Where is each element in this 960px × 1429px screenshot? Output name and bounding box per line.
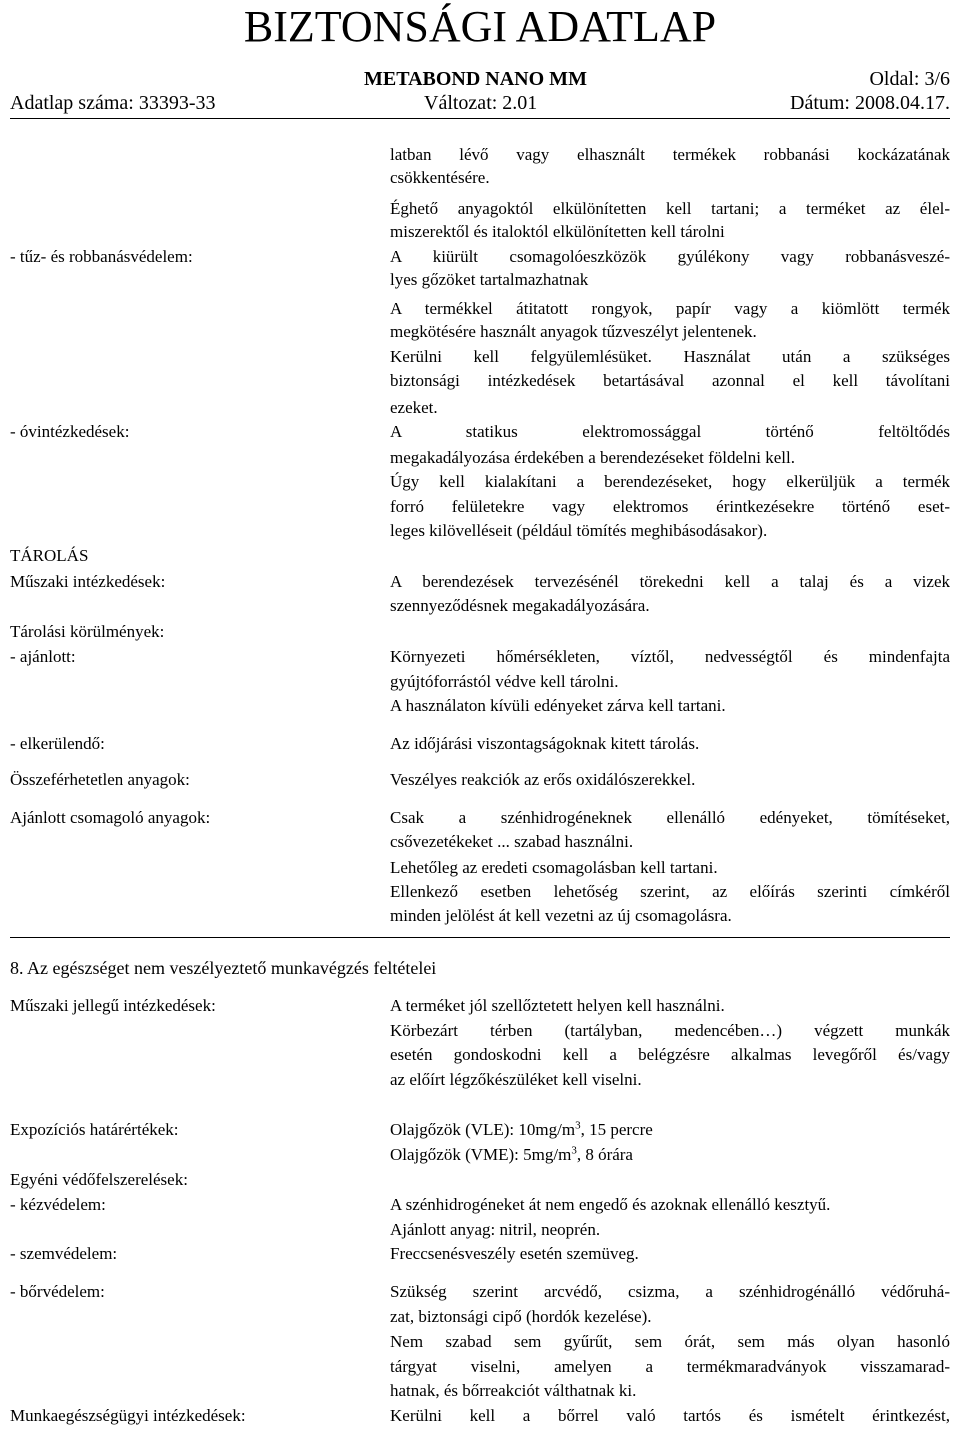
body-line: A kiürült csomagolóeszközök gyúlékony vagy robbanásveszé- <box>390 247 950 266</box>
field-label: Munkaegészségügyi intézkedések: <box>10 1406 246 1425</box>
body-line: Körbezárt térben (tartályban, medencében…) végzett munkák <box>390 1021 950 1040</box>
field-label: Műszaki jellegű intézkedések: <box>10 996 216 1015</box>
body-line: A berendezések tervezésénél törekedni kell a talaj és a vizek <box>390 572 950 591</box>
body-line: zat, biztonsági cipő (hordók kezelése). <box>390 1307 652 1326</box>
body-line: A statikus elektromossággal történő feltöltődés <box>390 422 950 441</box>
body-line: szennyeződésnek megakadályozására. <box>390 596 650 615</box>
body-line: A szénhidrogéneket át nem engedő és azoknak ellenálló kesztyű. <box>390 1195 831 1214</box>
exposure-limit-vle: Olajgőzök (VLE): $10mg/m^3$, 15 percre <box>390 1119 653 1139</box>
body-line: gyújtóforrástól védve kell tárolni. <box>390 672 619 691</box>
body-line: miszerektől és italoktól elkülönítetten kell tárolni <box>390 222 725 241</box>
field-label: - elkerülendő: <box>10 734 105 753</box>
body-line: latban lévő vagy elhasznált termékek robbanási kockázatának <box>390 145 950 164</box>
body-line: Csak a szénhidrogéneknek ellenálló edényeket, tömítéseket, <box>390 808 950 827</box>
section-8-title: 8. Az egészséget nem veszélyeztető munkavégzés feltételei <box>10 958 437 978</box>
exposure-limit-vme: Olajgőzök (VME): $5mg/m^3$, 8 órára <box>390 1144 633 1164</box>
body-line: esetén gondoskodni kell a belégzésre alkalmas levegőről és/vagy <box>390 1045 950 1064</box>
body-line: Szükség szerint arcvédő, csizma, a szénhidrogénálló védőruhá- <box>390 1282 950 1301</box>
body-line: tárgyat viselni, amelyen a termékmaradványok visszamarad- <box>390 1357 950 1376</box>
field-label: - szemvédelem: <box>10 1244 118 1263</box>
body-line: leges kilövelléseit (például tömítés meghibásodásakor). <box>390 521 768 540</box>
body-line: Környezeti hőmérsékleten, víztől, nedvességtől és mindenfajta <box>390 647 950 666</box>
field-label: - kézvédelem: <box>10 1195 106 1214</box>
body-line: Veszélyes reakciók az erős oxidálószerekkel. <box>390 770 696 789</box>
section-heading: TÁROLÁS <box>10 546 89 565</box>
body-line: Lehetőleg az eredeti csomagolásban kell tartani. <box>390 858 718 877</box>
body-line: Kerülni kell felgyülemlésüket. Használat után a szükséges <box>390 347 950 366</box>
field-label: Ajánlott csomagoló anyagok: <box>10 808 211 827</box>
body-line: forró felületekre vagy elektromos érintkezésekre történő eset- <box>390 497 950 516</box>
field-label: - tűz- és robbanásvédelem: <box>10 247 193 266</box>
product-name: METABOND NANO MM <box>364 68 587 90</box>
body-line: az előírt légzőkészüléket kell viselni. <box>390 1070 642 1089</box>
body-line: hatnak, és bőrreakciót válthatnak ki. <box>390 1381 637 1400</box>
sheet-number: Adatlap száma: 33393-33 <box>10 92 216 114</box>
date: Dátum: 2008.04.17. <box>790 92 950 114</box>
body-line: A használaton kívüli edényeket zárva kell tartani. <box>390 696 726 715</box>
body-line: Freccsenésveszély esetén szemüveg. <box>390 1244 639 1263</box>
field-label: - bőrvédelem: <box>10 1282 105 1301</box>
body-line: ezeket. <box>390 398 438 417</box>
body-line: A termékkel átitatott rongyok, papír vagy a kiömlött termék <box>390 299 950 318</box>
field-label: Összeférhetetlen anyagok: <box>10 770 190 789</box>
field-label: - ajánlott: <box>10 647 76 666</box>
body-line: megkötésére használt anyagok tűzveszélyt jelentenek. <box>390 322 757 341</box>
body-line: Kerülni kell a bőrrel való tartós és ismételt érintkezést, <box>390 1406 950 1425</box>
document-title: BIZTONSÁGI ADATLAP <box>243 2 717 51</box>
body-line: Ellenkező esetben lehetőség szerint, az előírás szerinti címkéről <box>390 882 950 901</box>
body-line: Éghető anyagoktól elkülönítetten kell tartani; a terméket az élel- <box>390 199 950 218</box>
section-rule <box>10 937 950 938</box>
body-line: A terméket jól szellőztetett helyen kell használni. <box>390 996 725 1015</box>
field-label: - óvintézkedések: <box>10 422 130 441</box>
header-rule <box>10 118 950 119</box>
field-label: Tárolási körülmények: <box>10 622 165 641</box>
page-number: Oldal: 3/6 <box>869 68 950 90</box>
body-line: biztonsági intézkedések betartásával azonnal el kell távolítani <box>390 371 950 390</box>
body-line: csökkentésére. <box>390 168 490 187</box>
body-line: csővezetékeket ... szabad használni. <box>390 832 634 851</box>
body-line: minden jelölést át kell vezetni az új csomagolásra. <box>390 906 732 925</box>
version: Változat: 2.01 <box>424 92 538 114</box>
field-label: Egyéni védőfelszerelések: <box>10 1170 188 1189</box>
field-label: Expozíciós határértékek: <box>10 1120 179 1139</box>
body-line: Úgy kell kialakítani a berendezéseket, hogy elkerüljük a termék <box>390 472 950 491</box>
body-line: megakadályozása érdekében a berendezéseket földelni kell. <box>390 448 795 467</box>
body-line: lyes gőzöket tartalmazhatnak <box>390 270 589 289</box>
body-line: Az időjárási viszontagságoknak kitett tárolás. <box>390 734 700 753</box>
body-line: Nem szabad sem gyűrűt, sem órát, sem más olyan hasonló <box>390 1332 950 1351</box>
body-line: Ajánlott anyag: nitril, neoprén. <box>390 1220 601 1239</box>
field-label: Műszaki intézkedések: <box>10 572 166 591</box>
